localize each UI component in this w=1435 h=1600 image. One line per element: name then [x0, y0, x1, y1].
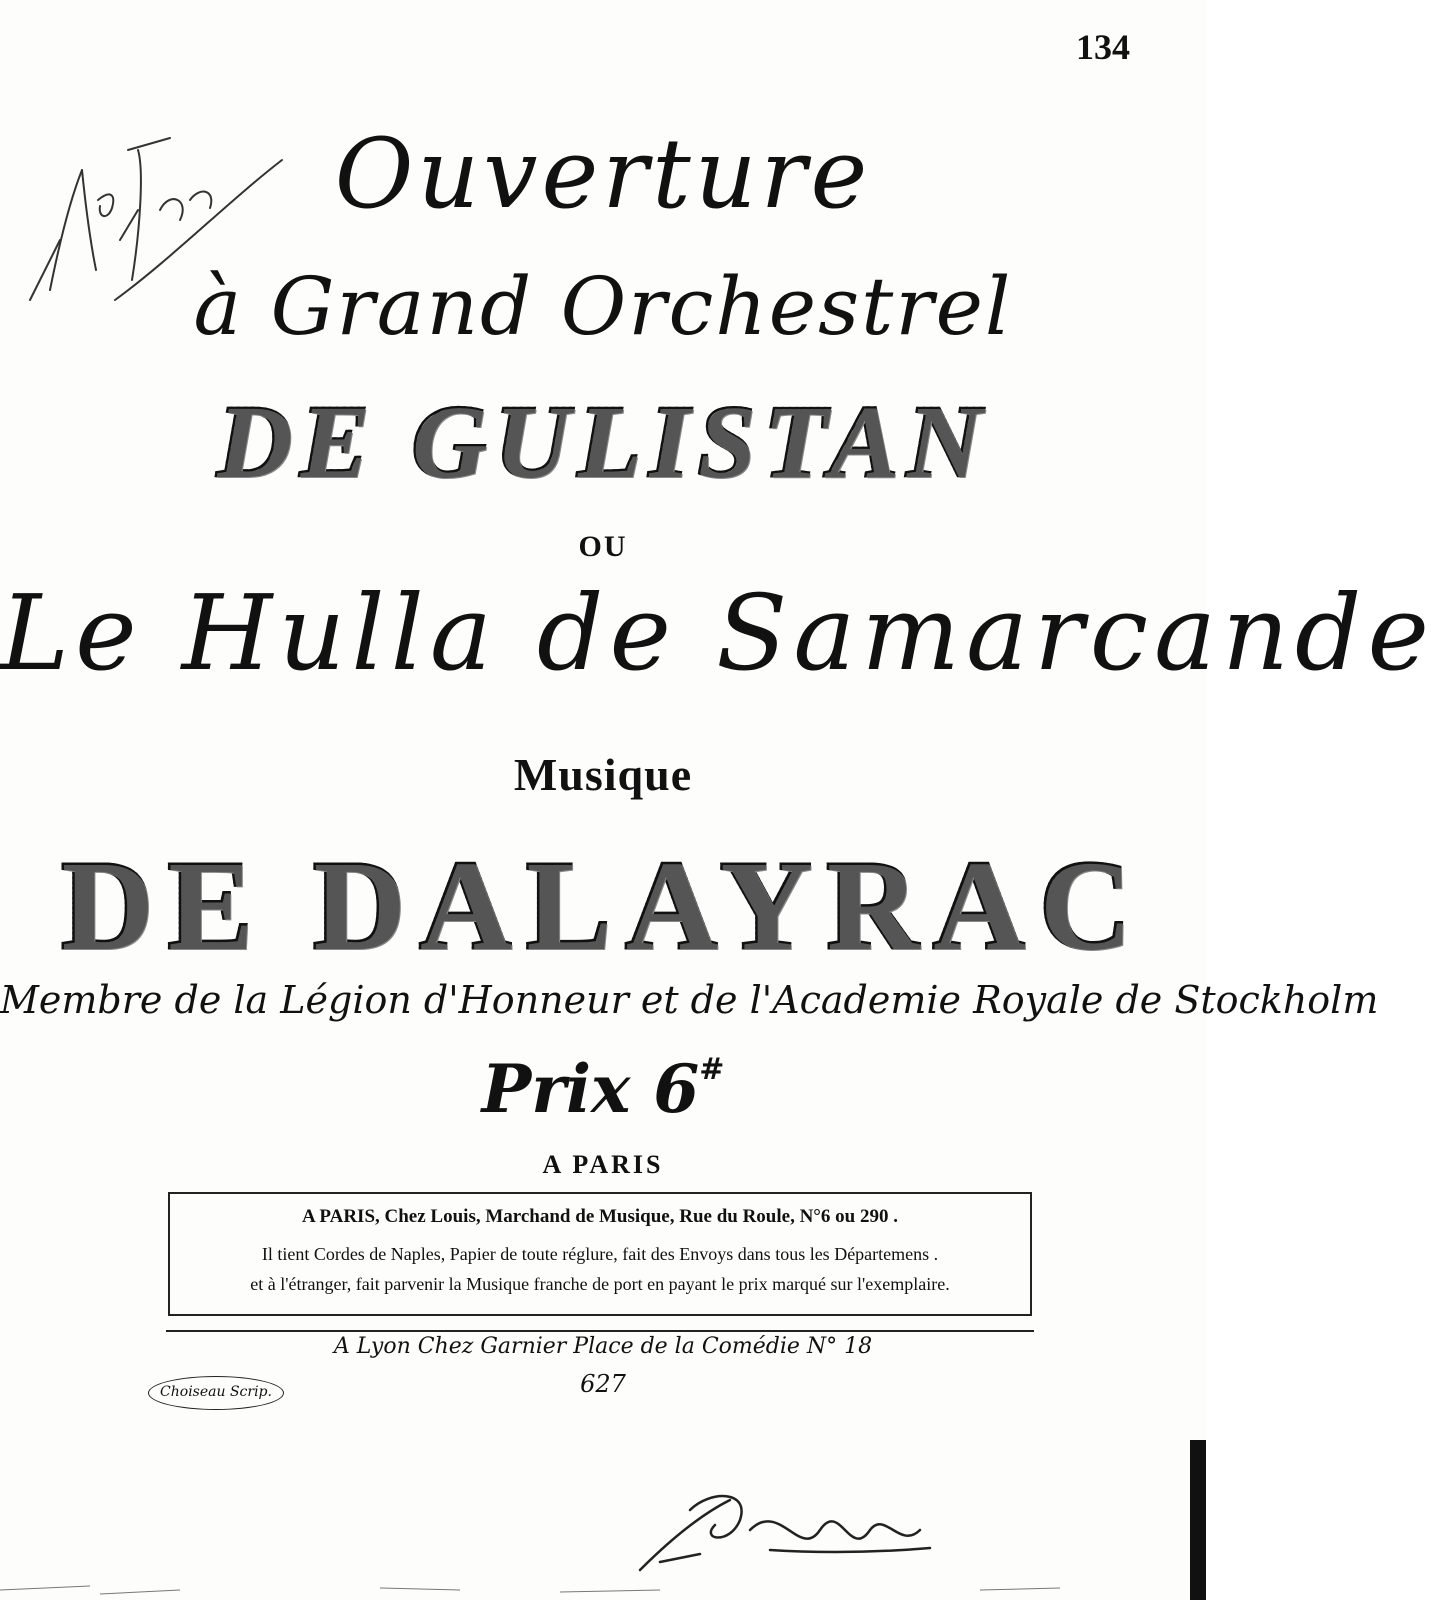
composer-name: DE DALAYRAC [0, 832, 1206, 979]
binding-edge [1178, 1440, 1206, 1600]
musique-label: Musique [513, 749, 693, 800]
title-ouverture: Ouverture [334, 118, 872, 230]
svg-text:N° 7: N° 7 [58, 260, 61, 261]
city-heading: A PARIS [542, 1150, 664, 1179]
services-line-2: et à l'étranger, fait parvenir la Musique franche de port en payant le prix marqué sur l'exemplaire. [250, 1274, 950, 1294]
title-grand-orchestre: à Grand Orchestrel [193, 260, 1013, 353]
title-ou: OU [578, 530, 628, 563]
lyon-address: A Lyon Chez Garnier Place de la Comédie N° 18 [333, 1334, 873, 1359]
services-line-1: Il tient Cordes de Naples, Papier de toute réglure, fait des Envoys dans tous les Départemens . [261, 1244, 939, 1264]
title-gulistan: DE GULISTAN [0, 382, 1206, 501]
composer-credentials: Membre de la Légion d'Honneur et de l'Academie Royale de Stockholm [0, 978, 1379, 1022]
price [0, 1050, 1206, 1128]
price-unit: # [699, 1052, 725, 1087]
publisher-box [168, 1192, 1032, 1316]
price-label: Prix 6 [481, 1050, 700, 1128]
publisher-line: A PARIS, Chez Louis, Marchand de Musique, Rue du Roule, N°6 ou 290 . [302, 1206, 898, 1227]
engraver-credit: Choiseau Scrip. [148, 1376, 284, 1410]
title-hulla: Le Hulla de Samarcande [0, 572, 1435, 694]
page-number: 134 [1076, 27, 1130, 67]
plate-number: 627 [580, 1370, 626, 1398]
page-edge-noise [0, 1560, 1206, 1600]
